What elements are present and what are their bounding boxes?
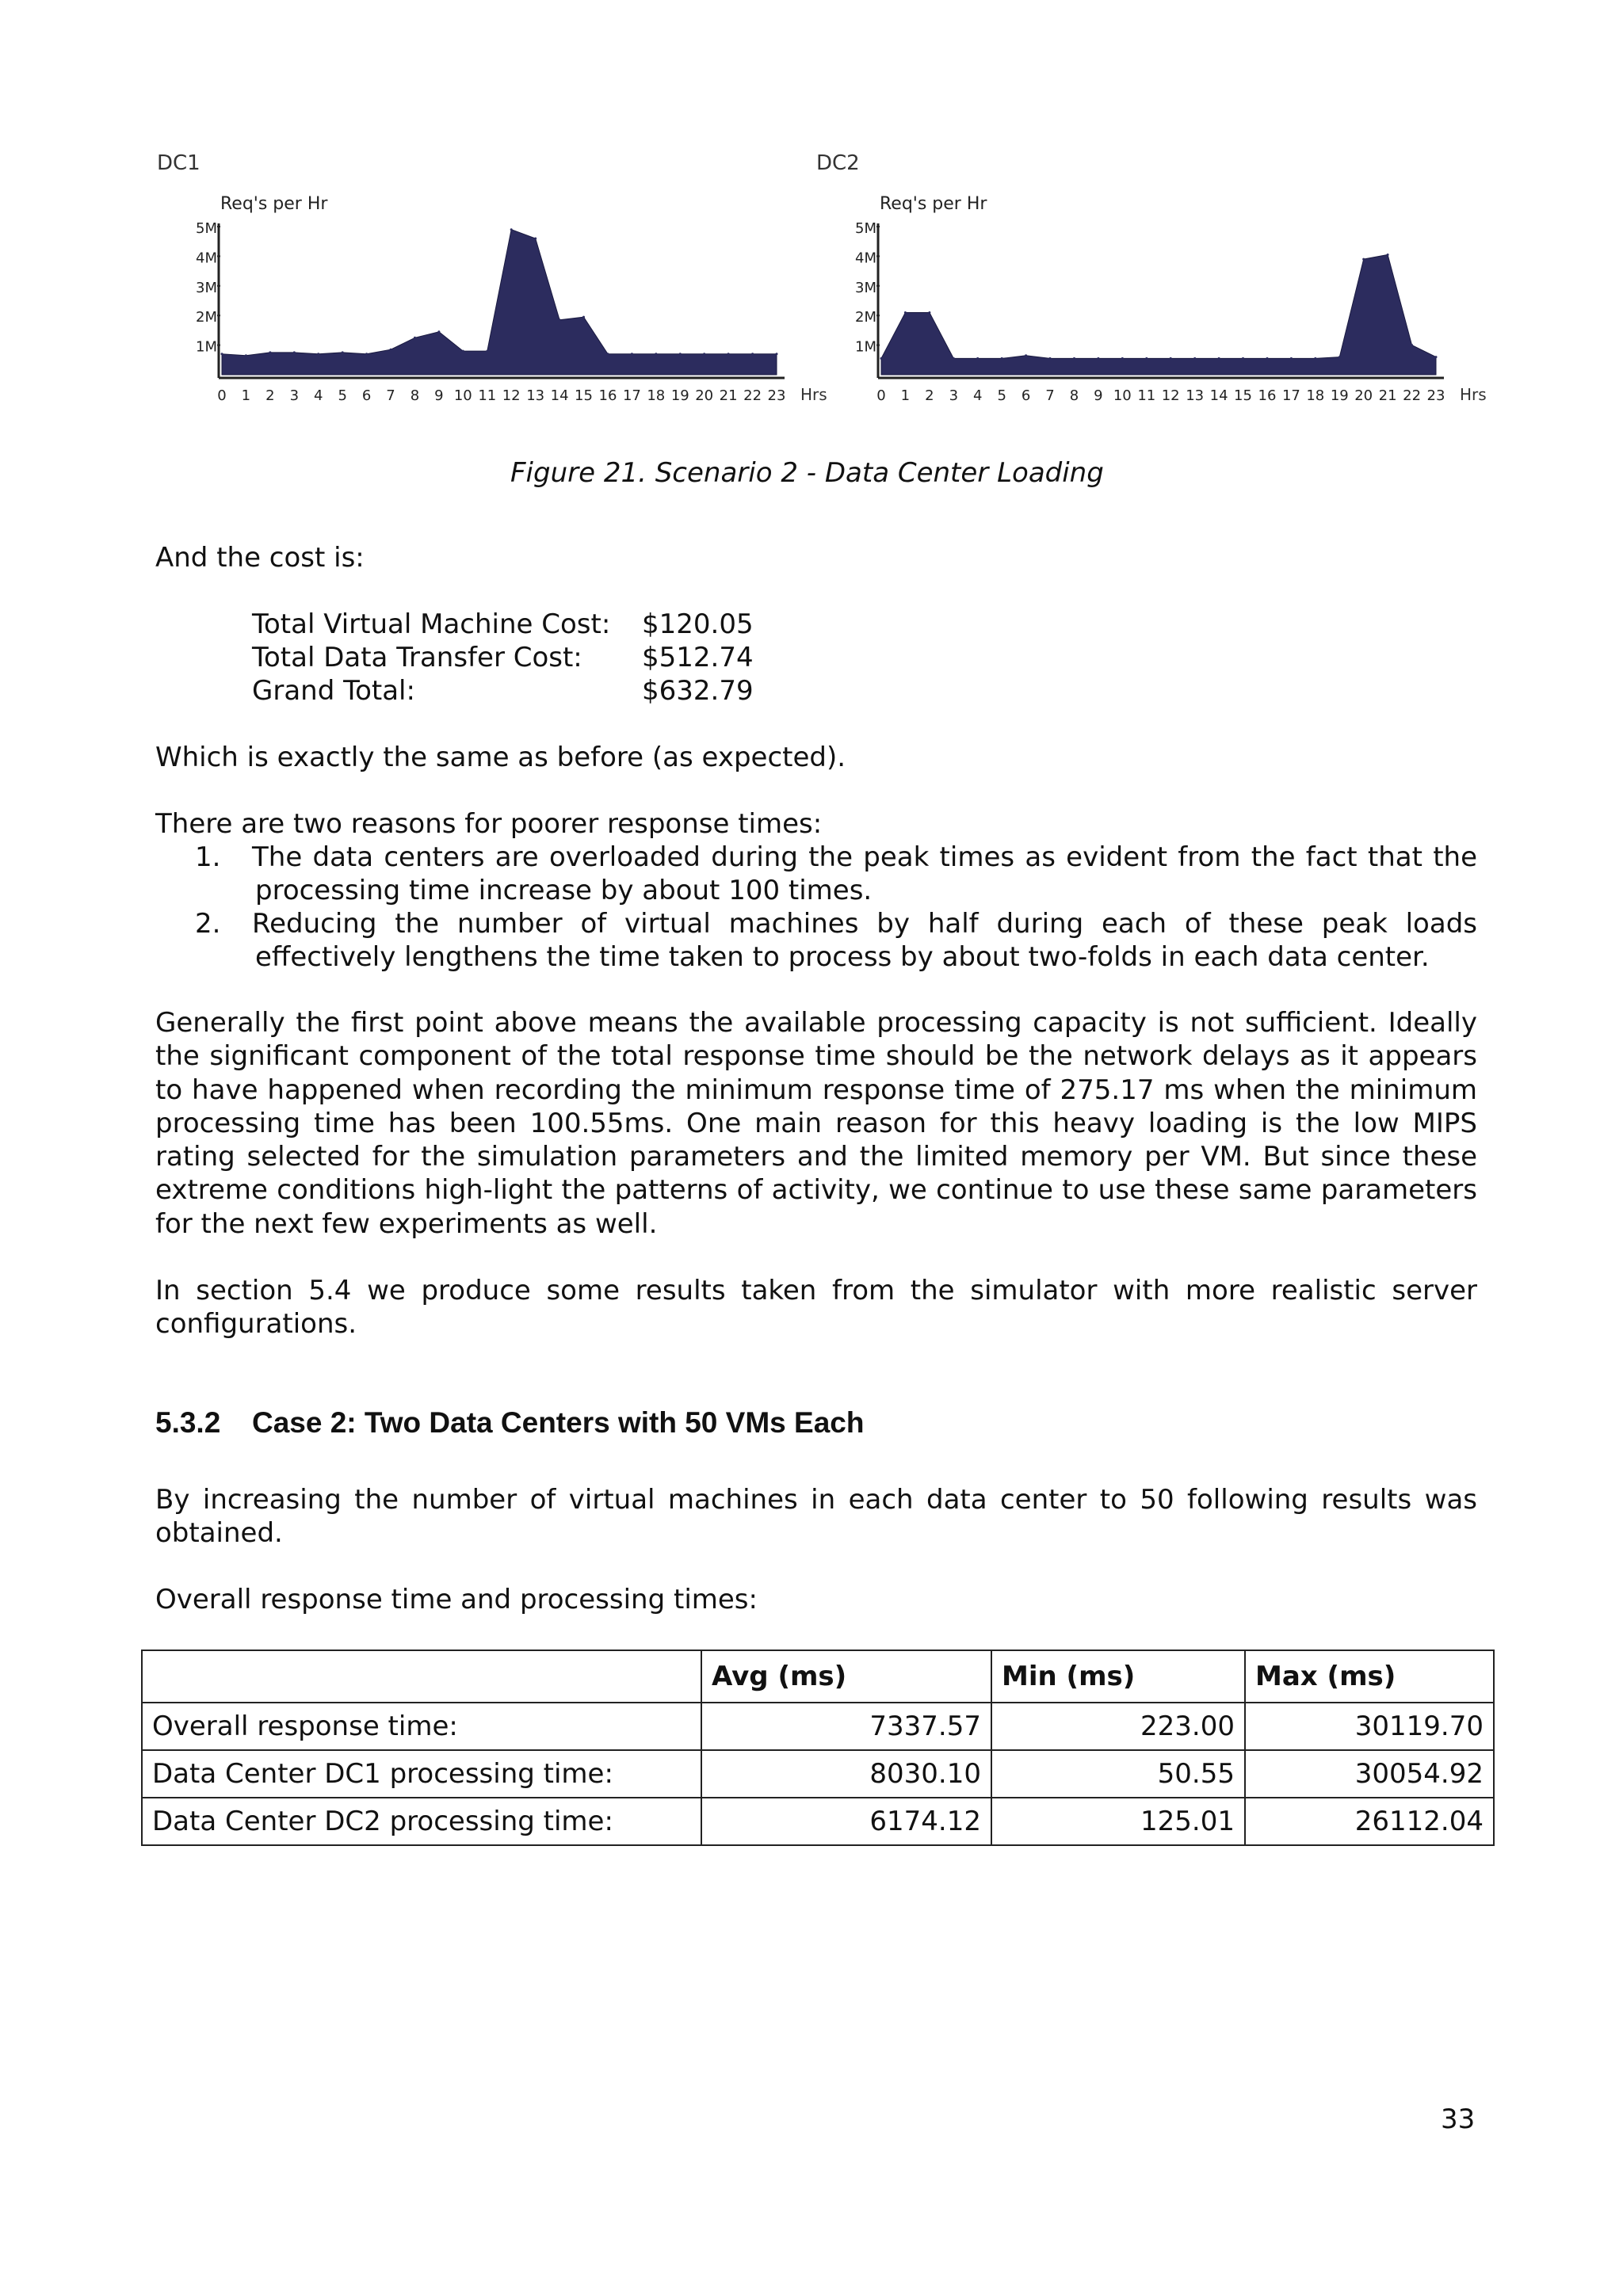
x-tick-label: 11 xyxy=(478,387,497,404)
data-point xyxy=(1435,356,1438,358)
data-point xyxy=(1121,357,1124,360)
cost-value: $512.74 xyxy=(642,642,754,673)
x-tick-label: 19 xyxy=(1330,387,1349,404)
x-tick-label: 4 xyxy=(313,387,323,404)
x-tick-label: 21 xyxy=(1378,387,1397,404)
data-point xyxy=(462,350,464,353)
x-tick-label: 15 xyxy=(1234,387,1252,404)
x-tick-label: 9 xyxy=(434,387,444,404)
x-tick-label: 10 xyxy=(453,387,472,404)
x-tick-label: 11 xyxy=(1137,387,1156,404)
data-point xyxy=(880,357,883,360)
list-number: 1. xyxy=(195,841,221,873)
data-point xyxy=(976,357,979,360)
x-tick-label: 22 xyxy=(743,387,762,404)
x-tick-label: 15 xyxy=(575,387,593,404)
data-point xyxy=(751,353,754,355)
list-item-line: effectively lengthens the time taken to process by about two-folds in each data center. xyxy=(255,941,1430,973)
x-tick-label: 23 xyxy=(1426,387,1445,404)
x-tick-label: 17 xyxy=(622,387,641,404)
table-row xyxy=(142,1750,1494,1798)
data-point xyxy=(1411,344,1413,346)
y-tick-label: 4M xyxy=(855,250,876,267)
cost-intro: And the cost is: xyxy=(155,542,365,574)
x-tick-label: 14 xyxy=(1209,387,1228,404)
table-cell: 7337.57 xyxy=(701,1703,991,1750)
y-tick-label: 2M xyxy=(855,309,876,326)
table-cell: 30054.92 xyxy=(1245,1750,1494,1798)
data-point xyxy=(414,337,416,339)
x-tick-label: 10 xyxy=(1113,387,1132,404)
x-tick-label: 16 xyxy=(1258,387,1277,404)
data-point xyxy=(245,354,247,357)
x-tick-label: 1 xyxy=(900,387,911,404)
table-cell: Data Center DC2 processing time: xyxy=(142,1798,701,1845)
x-axis-label: Hrs xyxy=(1460,385,1487,404)
data-point xyxy=(1314,357,1316,360)
x-tick-label: 5 xyxy=(997,387,1006,404)
x-tick-label: 22 xyxy=(1403,387,1422,404)
chart-dc2 xyxy=(810,151,1523,420)
data-point xyxy=(510,228,513,231)
cost-label: Grand Total: xyxy=(252,675,415,707)
table-cell: 8030.10 xyxy=(701,1750,991,1798)
table-cell: 6174.12 xyxy=(701,1798,991,1845)
table-intro: Overall response time and processing times: xyxy=(155,1584,758,1615)
data-point xyxy=(1218,357,1220,360)
data-point xyxy=(486,350,488,353)
paragraph-increase: By increasing the number of virtual machines in each data center to 50 following results was obtained. xyxy=(155,1484,1477,1550)
data-point xyxy=(607,353,609,355)
table-header-cell: Min (ms) xyxy=(991,1650,1245,1703)
table-row xyxy=(142,1703,1494,1750)
y-tick-label: 1M xyxy=(196,338,217,356)
x-tick-label: 18 xyxy=(647,387,666,404)
data-point xyxy=(1290,357,1293,360)
x-tick-label: 17 xyxy=(1281,387,1300,404)
table-header-row xyxy=(142,1650,1494,1703)
x-tick-label: 18 xyxy=(1306,387,1325,404)
y-tick-label: 2M xyxy=(196,309,217,326)
paragraph-section: In section 5.4 we produce some results taken from the simulator with more realistic server configurations. xyxy=(155,1275,1477,1341)
table-header-cell xyxy=(142,1650,701,1703)
data-point xyxy=(1387,254,1389,256)
table-cell: 223.00 xyxy=(991,1703,1245,1750)
cost-value: $120.05 xyxy=(642,608,754,640)
x-tick-label: 19 xyxy=(670,387,689,404)
x-tick-label: 7 xyxy=(386,387,395,404)
data-point xyxy=(1097,357,1099,360)
x-tick-label: 2 xyxy=(265,387,275,404)
data-point xyxy=(727,353,730,355)
x-tick-label: 20 xyxy=(1354,387,1373,404)
data-point xyxy=(582,316,585,318)
cost-label: Total Data Transfer Cost: xyxy=(252,642,582,673)
data-point xyxy=(221,353,223,355)
data-point xyxy=(1049,357,1052,360)
list-item-line: The data centers are overloaded during the peak times as evident from the fact that the xyxy=(252,841,1477,873)
data-point xyxy=(1073,357,1075,360)
data-point xyxy=(1170,357,1172,360)
x-tick-label: 16 xyxy=(598,387,617,404)
data-point xyxy=(776,353,778,355)
table-row xyxy=(142,1798,1494,1845)
table-cell: 30119.70 xyxy=(1245,1703,1494,1750)
data-point xyxy=(703,353,705,355)
table-cell: 125.01 xyxy=(991,1798,1245,1845)
section-number: 5.3.2 xyxy=(155,1406,221,1439)
data-point xyxy=(1001,357,1003,360)
figure-caption: Figure 21. Scenario 2 - Data Center Loading xyxy=(510,457,1104,489)
data-point xyxy=(1242,357,1244,360)
list-number: 2. xyxy=(195,908,221,940)
area-series xyxy=(222,230,777,375)
reasons-intro: There are two reasons for poorer response times: xyxy=(155,808,823,840)
data-point xyxy=(679,353,682,355)
table-cell: Overall response time: xyxy=(142,1703,701,1750)
data-point xyxy=(1193,357,1196,360)
area-series xyxy=(881,255,1436,376)
data-point xyxy=(953,357,955,360)
x-tick-label: 12 xyxy=(502,387,521,404)
y-tick-label: 3M xyxy=(855,279,876,296)
data-point xyxy=(1338,356,1341,358)
x-tick-label: 20 xyxy=(695,387,714,404)
chart-title: DC1 xyxy=(157,151,200,175)
data-point xyxy=(904,311,907,314)
x-tick-label: 0 xyxy=(217,387,227,404)
cost-value: $632.79 xyxy=(642,675,754,707)
data-point xyxy=(631,353,633,355)
section-title: Case 2: Two Data Centers with 50 VMs Each xyxy=(252,1406,865,1439)
y-tick-label: 1M xyxy=(855,338,876,356)
x-tick-label: 8 xyxy=(1069,387,1079,404)
x-tick-label: 13 xyxy=(526,387,545,404)
x-tick-label: 1 xyxy=(241,387,251,404)
data-point xyxy=(559,318,561,321)
y-tick-label: 4M xyxy=(196,250,217,267)
page-number: 33 xyxy=(1441,2103,1476,2135)
x-tick-label: 23 xyxy=(767,387,786,404)
x-tick-label: 3 xyxy=(949,387,959,404)
data-point xyxy=(534,238,537,240)
data-point xyxy=(1145,357,1148,360)
data-point xyxy=(293,351,296,353)
list-item-line: Reducing the number of virtual machines by half during each of these peak loads xyxy=(252,908,1477,940)
table-cell: 26112.04 xyxy=(1245,1798,1494,1845)
x-tick-label: 7 xyxy=(1045,387,1055,404)
table-header-cell: Avg (ms) xyxy=(701,1650,991,1703)
table-header-cell: Max (ms) xyxy=(1245,1650,1494,1703)
x-axis-label: Hrs xyxy=(800,385,827,404)
y-axis-label: Req's per Hr xyxy=(880,194,987,214)
x-tick-label: 21 xyxy=(719,387,738,404)
data-point xyxy=(365,353,368,355)
x-tick-label: 9 xyxy=(1094,387,1103,404)
x-tick-label: 12 xyxy=(1161,387,1180,404)
data-point xyxy=(1025,354,1027,357)
x-tick-label: 2 xyxy=(925,387,934,404)
paragraph-general: Generally the first point above means the available processing capacity is not sufficient. Ideally the significant component of the total response time should be the network delays as it appears to have happened when recording the minimum response time of 275.17 ms when the minimum processing time has been 100.55ms. One main reason for this heavy loading is the low MIPS rating selected for the simulation parameters and the limited memory per VM. But since these extreme conditions high-light the patterns of activity, we continue to use these same parameters for the next few experiments as well. xyxy=(155,1007,1477,1240)
same-text: Which is exactly the same as before (as expected). xyxy=(155,742,846,773)
cost-label: Total Virtual Machine Cost: xyxy=(252,608,611,640)
x-tick-label: 0 xyxy=(876,387,886,404)
y-tick-label: 5M xyxy=(196,220,217,237)
x-tick-label: 6 xyxy=(361,387,372,404)
data-point xyxy=(437,330,440,333)
data-point xyxy=(928,311,930,314)
y-axis-label: Req's per Hr xyxy=(220,194,328,214)
data-point xyxy=(342,351,344,353)
chart-title: DC2 xyxy=(816,151,860,175)
x-tick-label: 6 xyxy=(1021,387,1031,404)
data-point xyxy=(269,351,271,353)
x-tick-label: 13 xyxy=(1186,387,1205,404)
x-tick-label: 4 xyxy=(972,387,983,404)
y-tick-label: 5M xyxy=(855,220,876,237)
data-point xyxy=(1266,357,1269,360)
data-point xyxy=(317,353,319,355)
x-tick-label: 3 xyxy=(289,387,300,404)
table-cell: Data Center DC1 processing time: xyxy=(142,1750,701,1798)
data-point xyxy=(655,353,657,355)
y-tick-label: 3M xyxy=(196,279,217,296)
list-item-line: processing time increase by about 100 times. xyxy=(255,875,873,906)
data-point xyxy=(390,349,392,351)
table-cell: 50.55 xyxy=(991,1750,1245,1798)
results-table xyxy=(141,1650,1495,1846)
chart-dc1 xyxy=(151,151,864,420)
x-tick-label: 8 xyxy=(410,387,420,404)
data-point xyxy=(1362,258,1365,261)
x-tick-label: 14 xyxy=(550,387,569,404)
x-tick-label: 5 xyxy=(338,387,347,404)
